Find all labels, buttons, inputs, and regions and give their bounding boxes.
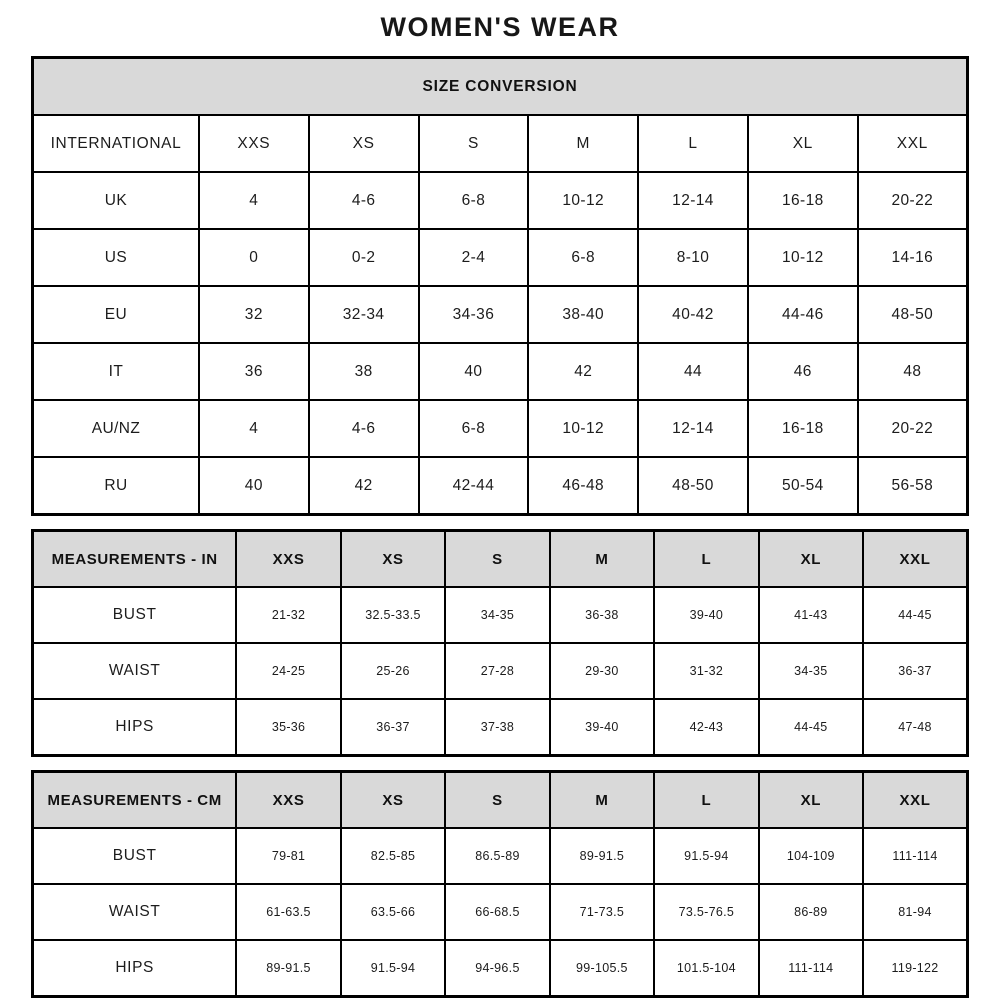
table-row — [33, 286, 968, 343]
value-cell: 32 — [199, 286, 309, 343]
value-cell: 47-48 — [863, 699, 967, 756]
value-cell: 40 — [199, 457, 309, 515]
size-header-cell: M — [528, 115, 638, 172]
table-row — [33, 940, 968, 997]
value-cell: 86.5-89 — [445, 828, 549, 884]
value-cell: 32-34 — [309, 286, 419, 343]
size-header-cell: XS — [341, 772, 445, 829]
table-banner-row — [33, 58, 968, 116]
value-cell: 37-38 — [445, 699, 549, 756]
row-label-cell: BUST — [33, 587, 237, 643]
size-header-cell: XXL — [858, 115, 968, 172]
value-cell: 34-35 — [759, 643, 863, 699]
size-header-cell: S — [419, 115, 529, 172]
value-cell: 12-14 — [638, 172, 748, 229]
size-header-cell: M — [550, 772, 654, 829]
value-cell: 34-36 — [419, 286, 529, 343]
value-cell: 91.5-94 — [654, 828, 758, 884]
value-cell: 44 — [638, 343, 748, 400]
value-cell: 48-50 — [858, 286, 968, 343]
value-cell: 46-48 — [528, 457, 638, 515]
value-cell: 48-50 — [638, 457, 748, 515]
value-cell: 89-91.5 — [236, 940, 340, 997]
table-row — [33, 172, 968, 229]
table-row — [33, 457, 968, 515]
value-cell: 56-58 — [858, 457, 968, 515]
value-cell: 24-25 — [236, 643, 340, 699]
row-label-cell: US — [33, 229, 199, 286]
value-cell: 39-40 — [654, 587, 758, 643]
row-label-cell: BUST — [33, 828, 237, 884]
size-header-cell: L — [654, 531, 758, 588]
value-cell: 104-109 — [759, 828, 863, 884]
value-cell: 0-2 — [309, 229, 419, 286]
row-label-cell: UK — [33, 172, 199, 229]
value-cell: 36-38 — [550, 587, 654, 643]
row-label-cell: WAIST — [33, 643, 237, 699]
value-cell: 29-30 — [550, 643, 654, 699]
value-cell: 73.5-76.5 — [654, 884, 758, 940]
value-cell: 40-42 — [638, 286, 748, 343]
value-cell: 50-54 — [748, 457, 858, 515]
value-cell: 44-46 — [748, 286, 858, 343]
value-cell: 61-63.5 — [236, 884, 340, 940]
value-cell: 41-43 — [759, 587, 863, 643]
value-cell: 21-32 — [236, 587, 340, 643]
value-cell: 79-81 — [236, 828, 340, 884]
value-cell: 42-43 — [654, 699, 758, 756]
table-row — [33, 699, 968, 756]
table-measurements-cm — [31, 770, 969, 998]
value-cell: 32.5-33.5 — [341, 587, 445, 643]
table-header-row — [33, 772, 968, 829]
value-cell: 38 — [309, 343, 419, 400]
value-cell: 101.5-104 — [654, 940, 758, 997]
size-header-cell: S — [445, 531, 549, 588]
value-cell: 16-18 — [748, 172, 858, 229]
size-header-cell: L — [654, 772, 758, 829]
size-header-cell: M — [550, 531, 654, 588]
value-cell: 34-35 — [445, 587, 549, 643]
size-header-cell: XXL — [863, 531, 967, 588]
row-label-cell: RU — [33, 457, 199, 515]
row-label-cell: EU — [33, 286, 199, 343]
size-header-cell: XXL — [863, 772, 967, 829]
value-cell: 6-8 — [528, 229, 638, 286]
value-cell: 35-36 — [236, 699, 340, 756]
value-cell: 42 — [309, 457, 419, 515]
table-row — [33, 343, 968, 400]
value-cell: 6-8 — [419, 172, 529, 229]
value-cell: 16-18 — [748, 400, 858, 457]
table-title-size-conversion: SIZE CONVERSION — [33, 58, 968, 116]
row-label-cell: HIPS — [33, 699, 237, 756]
value-cell: 63.5-66 — [341, 884, 445, 940]
value-cell: 36-37 — [341, 699, 445, 756]
value-cell: 8-10 — [638, 229, 748, 286]
value-cell: 111-114 — [863, 828, 967, 884]
size-header-cell: S — [445, 772, 549, 829]
table-row — [33, 828, 968, 884]
value-cell: 44-45 — [863, 587, 967, 643]
value-cell: 36 — [199, 343, 309, 400]
header-corner-cell: MEASUREMENTS - CM — [33, 772, 237, 829]
table-size-conversion — [31, 56, 969, 516]
value-cell: 71-73.5 — [550, 884, 654, 940]
size-header-cell: XL — [759, 531, 863, 588]
value-cell: 94-96.5 — [445, 940, 549, 997]
value-cell: 42 — [528, 343, 638, 400]
value-cell: 10-12 — [528, 172, 638, 229]
value-cell: 81-94 — [863, 884, 967, 940]
row-label-cell: HIPS — [33, 940, 237, 997]
value-cell: 89-91.5 — [550, 828, 654, 884]
value-cell: 25-26 — [341, 643, 445, 699]
value-cell: 36-37 — [863, 643, 967, 699]
value-cell: 4-6 — [309, 172, 419, 229]
row-label-cell: IT — [33, 343, 199, 400]
value-cell: 4 — [199, 400, 309, 457]
value-cell: 20-22 — [858, 172, 968, 229]
value-cell: 10-12 — [528, 400, 638, 457]
value-cell: 40 — [419, 343, 529, 400]
table-header-row — [33, 115, 968, 172]
value-cell: 27-28 — [445, 643, 549, 699]
size-header-cell: XXS — [199, 115, 309, 172]
value-cell: 12-14 — [638, 400, 748, 457]
size-header-cell: XL — [748, 115, 858, 172]
value-cell: 48 — [858, 343, 968, 400]
size-header-cell: XXS — [236, 531, 340, 588]
value-cell: 20-22 — [858, 400, 968, 457]
value-cell: 66-68.5 — [445, 884, 549, 940]
table-row — [33, 587, 968, 643]
value-cell: 119-122 — [863, 940, 967, 997]
value-cell: 46 — [748, 343, 858, 400]
value-cell: 38-40 — [528, 286, 638, 343]
value-cell: 2-4 — [419, 229, 529, 286]
table-header-row — [33, 531, 968, 588]
value-cell: 4-6 — [309, 400, 419, 457]
value-cell: 0 — [199, 229, 309, 286]
table-row — [33, 229, 968, 286]
row-label-cell: WAIST — [33, 884, 237, 940]
size-header-cell: XXS — [236, 772, 340, 829]
value-cell: 111-114 — [759, 940, 863, 997]
page-title: WOMEN'S WEAR — [380, 12, 620, 42]
table-row — [33, 884, 968, 940]
size-tables-container — [31, 56, 969, 998]
size-header-cell: L — [638, 115, 748, 172]
value-cell: 6-8 — [419, 400, 529, 457]
size-header-cell: XS — [309, 115, 419, 172]
value-cell: 14-16 — [858, 229, 968, 286]
value-cell: 99-105.5 — [550, 940, 654, 997]
header-corner-cell: MEASUREMENTS - IN — [33, 531, 237, 588]
size-header-cell: XS — [341, 531, 445, 588]
table-row — [33, 400, 968, 457]
value-cell: 86-89 — [759, 884, 863, 940]
row-label-cell: AU/NZ — [33, 400, 199, 457]
value-cell: 31-32 — [654, 643, 758, 699]
header-corner-cell: INTERNATIONAL — [33, 115, 199, 172]
value-cell: 91.5-94 — [341, 940, 445, 997]
value-cell: 82.5-85 — [341, 828, 445, 884]
value-cell: 4 — [199, 172, 309, 229]
size-header-cell: XL — [759, 772, 863, 829]
value-cell: 10-12 — [748, 229, 858, 286]
table-measurements-in — [31, 529, 969, 757]
value-cell: 39-40 — [550, 699, 654, 756]
table-row — [33, 643, 968, 699]
value-cell: 42-44 — [419, 457, 529, 515]
value-cell: 44-45 — [759, 699, 863, 756]
